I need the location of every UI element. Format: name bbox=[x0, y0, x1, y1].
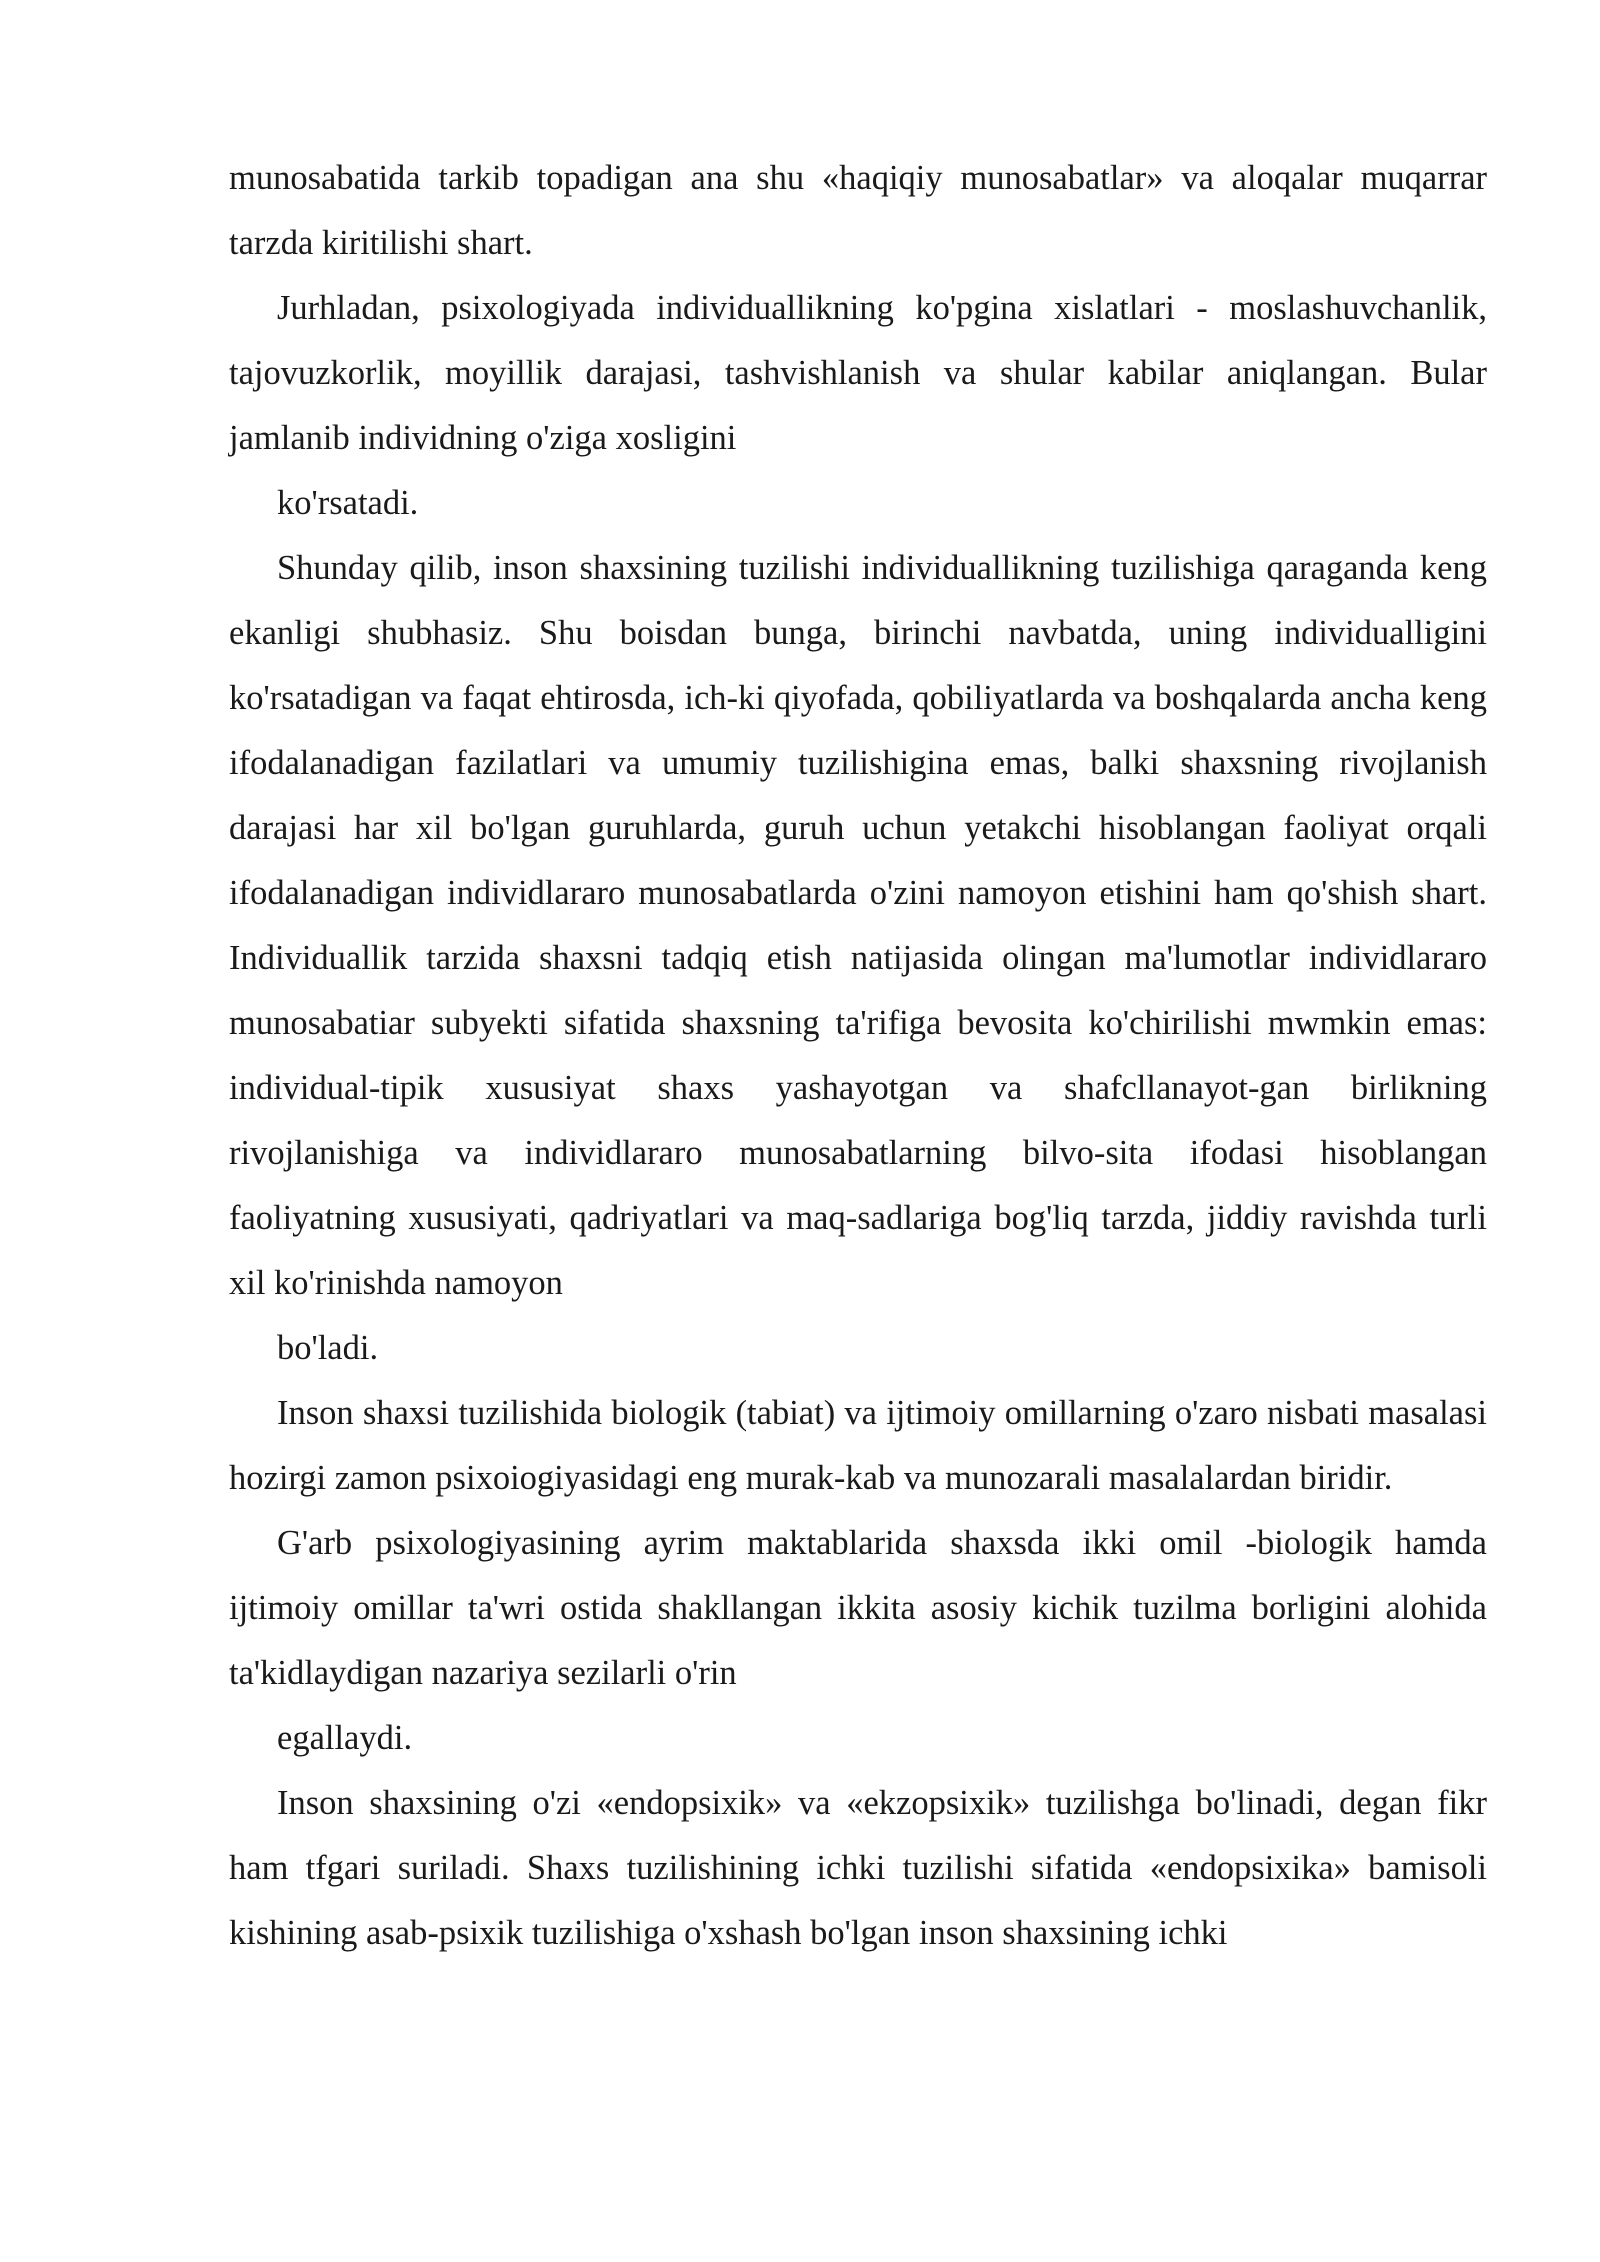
paragraph-3-tail: bo'ladi. bbox=[277, 1329, 379, 1367]
paragraph-5: G'arb psixologiyasining ayrim maktablarida shaxsda ikki omil -biologik hamda ijtimoiy omillar ta'wri ostida shakllangan ikkita asosiy kichik tuzilma borligini alohida ta'kidlaydigan nazariya sezilarli o'rin bbox=[229, 1524, 1487, 1692]
paragraph-6: Inson shaxsining o'zi «endopsixik» va «ekzopsixik» tuzilishga bo'linadi, degan fikr ham tfgari suriladi. Shaxs tuzilishining ichki tuzilishi sifatida «endopsixika» bamisoli kishining asab-psixik tuzilishiga o'xshash bo'lgan inson shaxsining ichki bbox=[229, 1784, 1487, 1952]
paragraph-2: Jurhladan, psixologiyada individuallikning ko'pgina xislatlari - moslashuvchanlik, tajovuzkorlik, moyillik darajasi, tashvishlanish va shular kabilar aniqlangan. Bular jamlanib individning o'ziga xosligini bbox=[229, 289, 1487, 457]
paragraph-1: munosabatida tarkib topadigan ana shu «haqiqiy munosabatlar» va aloqalar muqarrar tarzda kiritilishi shart. bbox=[229, 159, 1487, 262]
paragraph-4: Inson shaxsi tuzilishida biologik (tabiat) va ijtimoiy omillarning o'zaro nisbati masalasi hozirgi zamon psixoiogiyasidagi eng murak-kab va munozarali masalalardan biridir. bbox=[229, 1394, 1487, 1497]
paragraph-2-tail: ko'rsatadi. bbox=[277, 484, 419, 522]
paragraph-3: Shunday qilib, inson shaxsining tuzilishi individuallikning tuzilishiga qaraganda keng ekanligi shubhasiz. Shu boisdan bunga, birinchi navbatda, uning individualligini ko'rsatadigan va faqat ehtirosda, ich-ki qiyofada, qobiliyatlarda va boshqalarda ancha keng ifodalanadigan fazilatlari va umumiy tuzilishigina emas, balki shaxsning rivojlanish darajasi har xil bo'lgan guruhlarda, guruh uchun yetakchi hisoblangan faoliyat orqali ifodalanadigan individlararo munosabatlarda o'zini namoyon etishini ham qo'shish shart. Individuallik tarzida shaxsni tadqiq etish natijasida olingan ma'lumotlar individlararo munosabatiar subyekti sifatida shaxsning ta'rifiga bevosita ko'chirilishi mwmkin emas: individual-tipik xususiyat shaxs yashayotgan va shafcllanayot-gan birlikning rivojlanishiga va individlararo munosabatlarning bilvo-sita ifodasi hisoblangan faoliyatning xususiyati, qadriyatlari va maq-sadlariga bog'liq tarzda, jiddiy ravishda turli xil ko'rinishda namoyon bbox=[229, 549, 1487, 1302]
paragraph-5-tail: egallaydi. bbox=[277, 1719, 413, 1757]
document-page bbox=[229, 146, 1487, 1966]
